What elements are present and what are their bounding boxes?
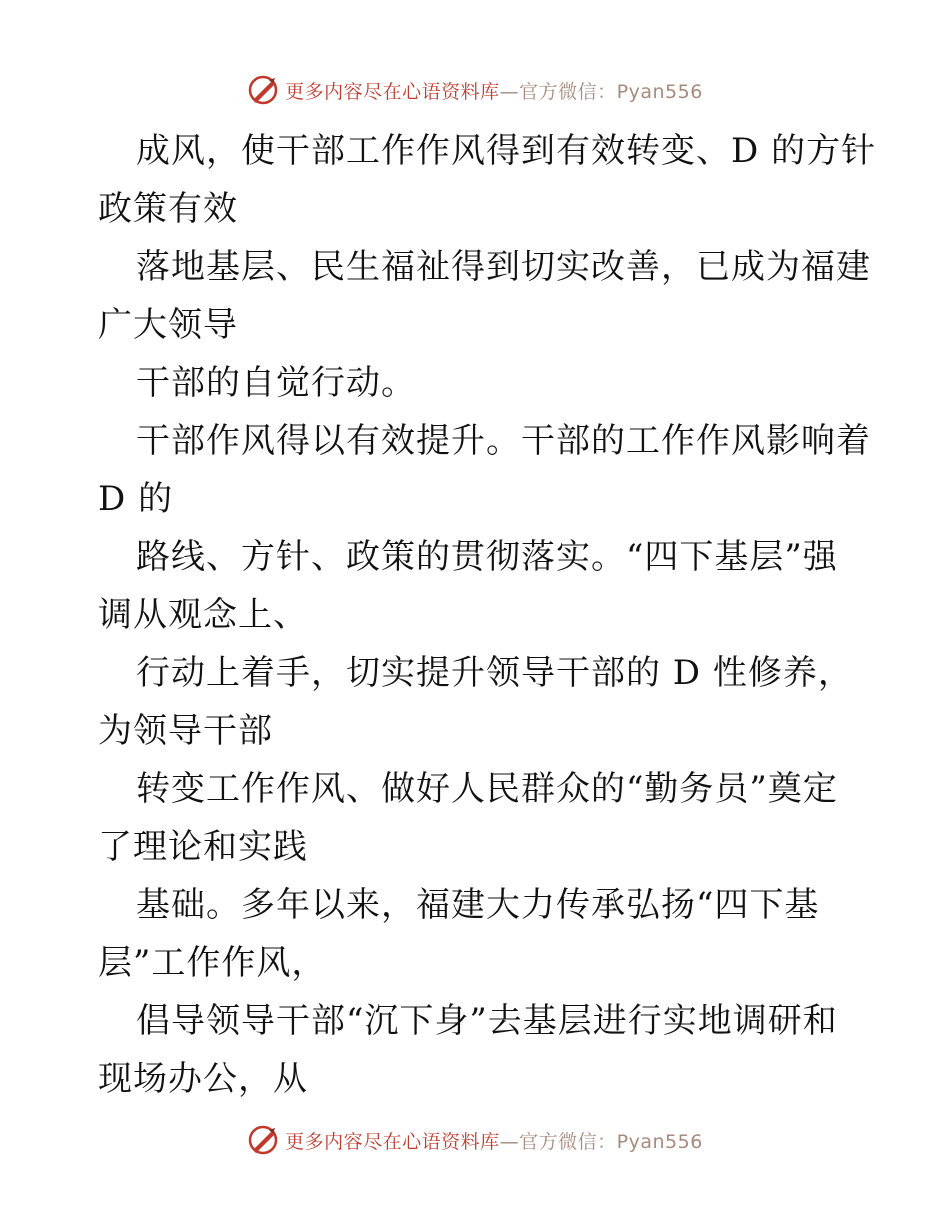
footer-wechat-text: 官方微信：Pyan556	[519, 1130, 703, 1153]
body-line: 干部的自觉行动。	[136, 363, 416, 403]
body-line: 落地基层、民生福祉得到切实改善，已成为福建	[136, 247, 871, 287]
body-line: 了理论和实践	[98, 827, 308, 867]
body-line: 现场办公，从	[98, 1059, 308, 1099]
document-body	[98, 122, 877, 1108]
body-line: 政策有效	[98, 189, 238, 229]
header-dash: —	[499, 80, 520, 103]
footer-watermark	[0, 1122, 950, 1158]
body-line: 为领导干部	[98, 711, 273, 751]
body-line: 倡导领导干部“沉下身”去基层进行实地调研和	[136, 1001, 838, 1041]
quill-pen-logo-icon	[247, 74, 279, 106]
header-wechat-text: 官方微信：Pyan556	[519, 80, 703, 103]
body-line: 广大领导	[98, 305, 238, 345]
footer-text	[285, 1127, 703, 1154]
body-line: 转变工作作风、做好人民群众的“勤务员”奠定	[136, 769, 838, 809]
quill-pen-logo-icon	[247, 1124, 279, 1156]
header-text	[285, 77, 703, 104]
body-line: 行动上着手，切实提升领导干部的 D 性修养，	[136, 653, 853, 693]
header-watermark	[0, 72, 950, 108]
body-line: 调从观念上、	[98, 595, 308, 635]
header-site-text: 更多内容尽在心语资料库	[285, 80, 500, 103]
body-line: 基础。多年以来，福建大力传承弘扬“四下基	[136, 885, 820, 925]
body-line: D 的	[98, 479, 174, 519]
footer-dash: —	[499, 1130, 520, 1153]
body-line: 干部作风得以有效提升。干部的工作作风影响着	[136, 421, 871, 461]
body-line: 成风，使干部工作作风得到有效转变、D 的方针	[136, 131, 877, 171]
body-line: 路线、方针、政策的贯彻落实。“四下基层”强	[136, 537, 838, 577]
body-line: 层”工作作风，	[98, 943, 327, 983]
footer-site-text: 更多内容尽在心语资料库	[285, 1130, 500, 1153]
